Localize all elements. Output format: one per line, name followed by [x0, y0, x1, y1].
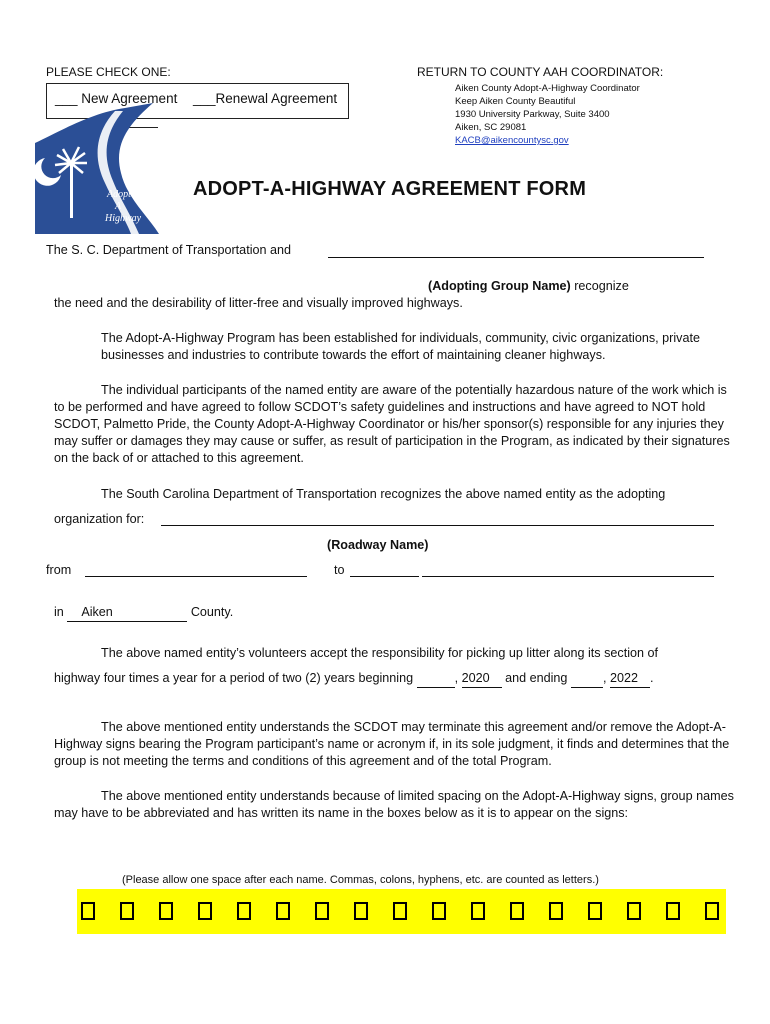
in-label: in: [54, 605, 64, 619]
letter-box[interactable]: [81, 902, 95, 920]
letter-box[interactable]: [471, 902, 485, 920]
years-line: highway four times a year for a period of two (2) years beginning , 2020 and ending , 2022 .: [54, 670, 653, 688]
roadway-label: (Roadway Name): [327, 538, 429, 552]
end-date-field[interactable]: [571, 670, 603, 688]
coordinator-address: [455, 82, 640, 147]
and-ending-text: and ending: [505, 671, 568, 685]
logo-text: Adopt: [107, 189, 131, 200]
letter-box[interactable]: [549, 902, 563, 920]
county-field[interactable]: Aiken: [67, 604, 187, 622]
page-title: ADOPT-A-HIGHWAY AGREEMENT FORM: [193, 178, 587, 200]
group-name-caption: [428, 278, 629, 295]
from-field[interactable]: [85, 576, 307, 577]
letter-box[interactable]: [159, 902, 173, 920]
address-line: 1930 University Parkway, Suite 3400: [455, 109, 610, 120]
letter-boxes-row: [77, 889, 726, 934]
letter-box[interactable]: [120, 902, 134, 920]
begin-year-field[interactable]: 2020: [462, 670, 502, 688]
to-field-extension[interactable]: [422, 576, 714, 577]
address-line: Aiken, SC 29081: [455, 122, 527, 133]
paragraph-recognizes: [54, 486, 734, 503]
paragraph-text: The above mentioned entity understands because of limited spacing on the Adopt-A-Highway signs, group names may have to be abbreviated and has written its name in the boxes below as it is to appear on the signs:: [54, 789, 734, 820]
coordinator-email-link[interactable]: KACB@aikencountysc.gov: [455, 135, 569, 146]
end-year-field[interactable]: 2022: [610, 670, 650, 688]
letter-box[interactable]: [588, 902, 602, 920]
letter-box[interactable]: [354, 902, 368, 920]
group-name-field[interactable]: [328, 257, 704, 258]
org-for-label: organization for:: [54, 512, 145, 526]
letter-box[interactable]: [276, 902, 290, 920]
letter-box[interactable]: [705, 902, 719, 920]
letter-box[interactable]: [393, 902, 407, 920]
renewal-agreement-option[interactable]: ___Renewal Agreement: [193, 91, 338, 106]
letter-box[interactable]: [237, 902, 251, 920]
county-line: [54, 604, 233, 622]
intro-lead: The S. C. Department of Transportation and: [46, 243, 292, 257]
letter-box[interactable]: [315, 902, 329, 920]
paragraph-volunteers: [54, 645, 734, 662]
new-agreement-option[interactable]: ___ New Agreement: [55, 91, 178, 106]
logo-text: Highway: [105, 213, 142, 224]
logo-text: A: [115, 201, 122, 212]
paragraph-terminate: [54, 719, 734, 770]
address-line: Aiken County Adopt-A-Highway Coordinator: [455, 83, 640, 94]
group-name-label: (Adopting Group Name): [428, 279, 571, 293]
begin-date-field[interactable]: [417, 670, 455, 688]
return-to-label: RETURN TO COUNTY AAH COORDINATOR:: [417, 65, 664, 79]
letter-box[interactable]: [198, 902, 212, 920]
check-one-label: PLEASE CHECK ONE:: [46, 65, 171, 79]
adopt-a-highway-logo: [35, 103, 159, 234]
paragraph-text: The Adopt-A-Highway Program has been established for individuals, community, civic organizations, private businesses and industries to contribute towards the effort of maintaining cleaner highways.: [101, 331, 700, 362]
letter-box[interactable]: [432, 902, 446, 920]
letters-note: (Please allow one space after each name. Commas, colons, hyphens, etc. are counted as letters.): [122, 874, 599, 886]
letter-box[interactable]: [666, 902, 680, 920]
letter-box[interactable]: [627, 902, 641, 920]
paragraph-text: The above named entity’s volunteers accept the responsibility for picking up litter along its section of: [101, 646, 658, 660]
beginning-text: highway four times a year for a period of two (2) years beginning: [54, 671, 414, 685]
to-label: to: [334, 563, 345, 577]
paragraph-text: The South Carolina Department of Transportation recognizes the above named entity as the adopting: [101, 487, 666, 501]
to-field[interactable]: [350, 576, 419, 577]
paragraph-program: [54, 330, 734, 364]
paragraph-text: The individual participants of the named entity are aware of the potentially hazardous nature of the work which is to be performed and have agreed to follow SCDOT’s safety guidelines and instructions and have agreed to NOT hold SCDOT, Palmetto Pride, the County Adopt-A-Highway Coordinator or his/her sponsor(s) responsible for any injuries they may suffer or damages they may cause or suffer, as result of participation in the Program, as indicated by their signatures on the back of or attached to this agreement.: [54, 383, 730, 465]
palmetto-road-logo-icon: [35, 103, 159, 234]
intro-line2: the need and the desirability of litter-free and visually improved highways.: [54, 296, 463, 310]
county-label: County.: [190, 605, 234, 619]
letter-box[interactable]: [510, 902, 524, 920]
paragraph-spacing: [54, 788, 734, 822]
roadway-field[interactable]: [161, 525, 714, 526]
address-line: Keep Aiken County Beautiful: [455, 96, 576, 107]
recognize-text: recognize: [570, 279, 629, 293]
from-label: from: [46, 563, 72, 577]
paragraph-hazard: [54, 382, 734, 467]
paragraph-text: The above mentioned entity understands the SCDOT may terminate this agreement and/or remove the Adopt-A-Highway signs bearing the Program participant’s name or acronym if, in its sole judgment, it finds and determines that the group is not meeting the terms and conditions of this agreement and of the total Program.: [54, 720, 730, 768]
